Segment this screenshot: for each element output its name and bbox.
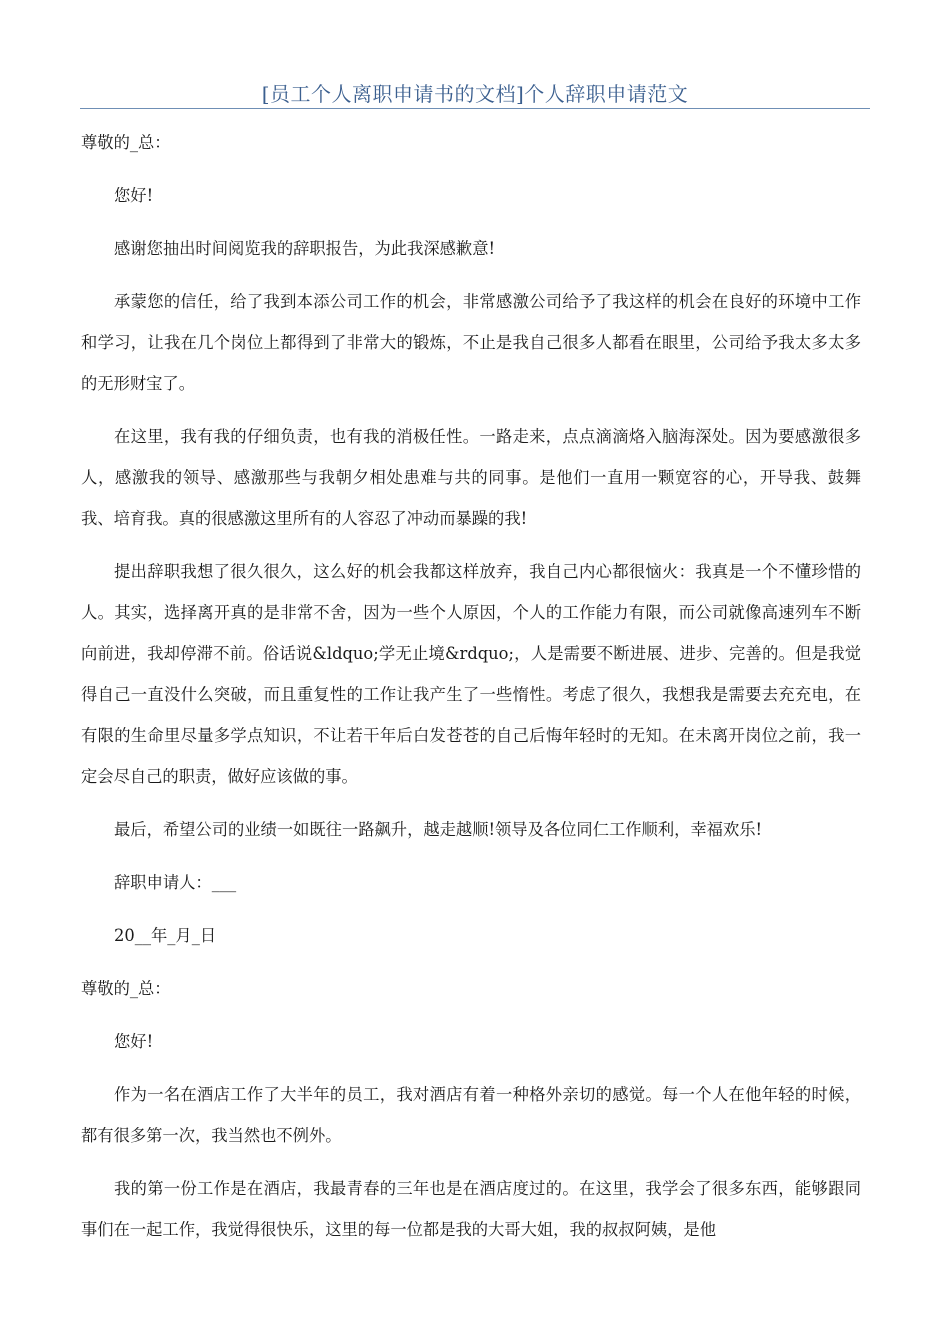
letter1-paragraph-3: 在这里，我有我的仔细负责，也有我的消极任性。一路走来，点点滴滴烙入脑海深处。因为要感激很多人，感激我的领导、感激那些与我朝夕相处患难与共的同事。是他们一直用一颗宽容的心，开导我、鼓舞我、培育我。真的很感激这里所有的人容忍了冲动而暴躁的我! xyxy=(81,427,861,528)
title-underline xyxy=(80,108,870,109)
letter2-salutation: 尊敬的_总： xyxy=(81,979,171,998)
letter1-paragraph-5: 最后，希望公司的业绩一如既往一路飙升，越走越顺!领导及各位同仁工作顺利，幸福欢乐! xyxy=(114,820,763,839)
letter1-date: 20__年_月_日 xyxy=(114,926,217,945)
letter1-salutation: 尊敬的_总： xyxy=(81,133,171,152)
letter1-paragraph-4: 提出辞职我想了很久很久，这么好的机会我都这样放弃，我自己内心都很恼火：我真是一个不懂珍惜的人。其实，选择离开真的是非常不舍，因为一些个人原因，个人的工作能力有限，而公司就像高速列车不断向前进，我却停滞不前。俗话说&ldquo;学无止境&rdquo;，人是需要不断进展、进步、完善的。但是我觉得自己一直没什么突破，而且重复性的工作让我产生了一些惰性。考虑了很久，我想我是需要去充充电，在有限的生命里尽量多学点知识，不让若干年后白发苍苍的自己后悔年轻时的无知。在未离开岗位之前，我一定会尽自己的职责，做好应该做的事。 xyxy=(81,562,861,786)
letter2-greeting: 您好! xyxy=(114,1032,154,1051)
letter1-greeting: 您好! xyxy=(114,186,154,205)
document-title: [员工个人离职申请书的文档]个人辞职申请范文 xyxy=(261,82,689,106)
letter2-paragraph-1: 作为一名在酒店工作了大半年的员工，我对酒店有着一种格外亲切的感觉。每一个人在他年轻的时候，都有很多第一次，我当然也不例外。 xyxy=(81,1085,861,1145)
letter1-signer: 辞职申请人：___ xyxy=(114,873,237,892)
letter2-paragraph-2: 我的第一份工作是在酒店，我最青春的三年也是在酒店度过的。在这里，我学会了很多东西，能够跟同事们在一起工作，我觉得很快乐，这里的每一位都是我的大哥大姐，我的叔叔阿姨，是他 xyxy=(81,1179,861,1239)
document-body xyxy=(81,122,861,1262)
letter1-paragraph-2: 承蒙您的信任，给了我到本添公司工作的机会，非常感激公司给予了我这样的机会在良好的环境中工作和学习，让我在几个岗位上都得到了非常大的锻炼，不止是我自己很多人都看在眼里，公司给予我太多太多的无形财宝了。 xyxy=(81,292,861,393)
letter1-paragraph-1: 感谢您抽出时间阅览我的辞职报告，为此我深感歉意! xyxy=(114,239,496,258)
